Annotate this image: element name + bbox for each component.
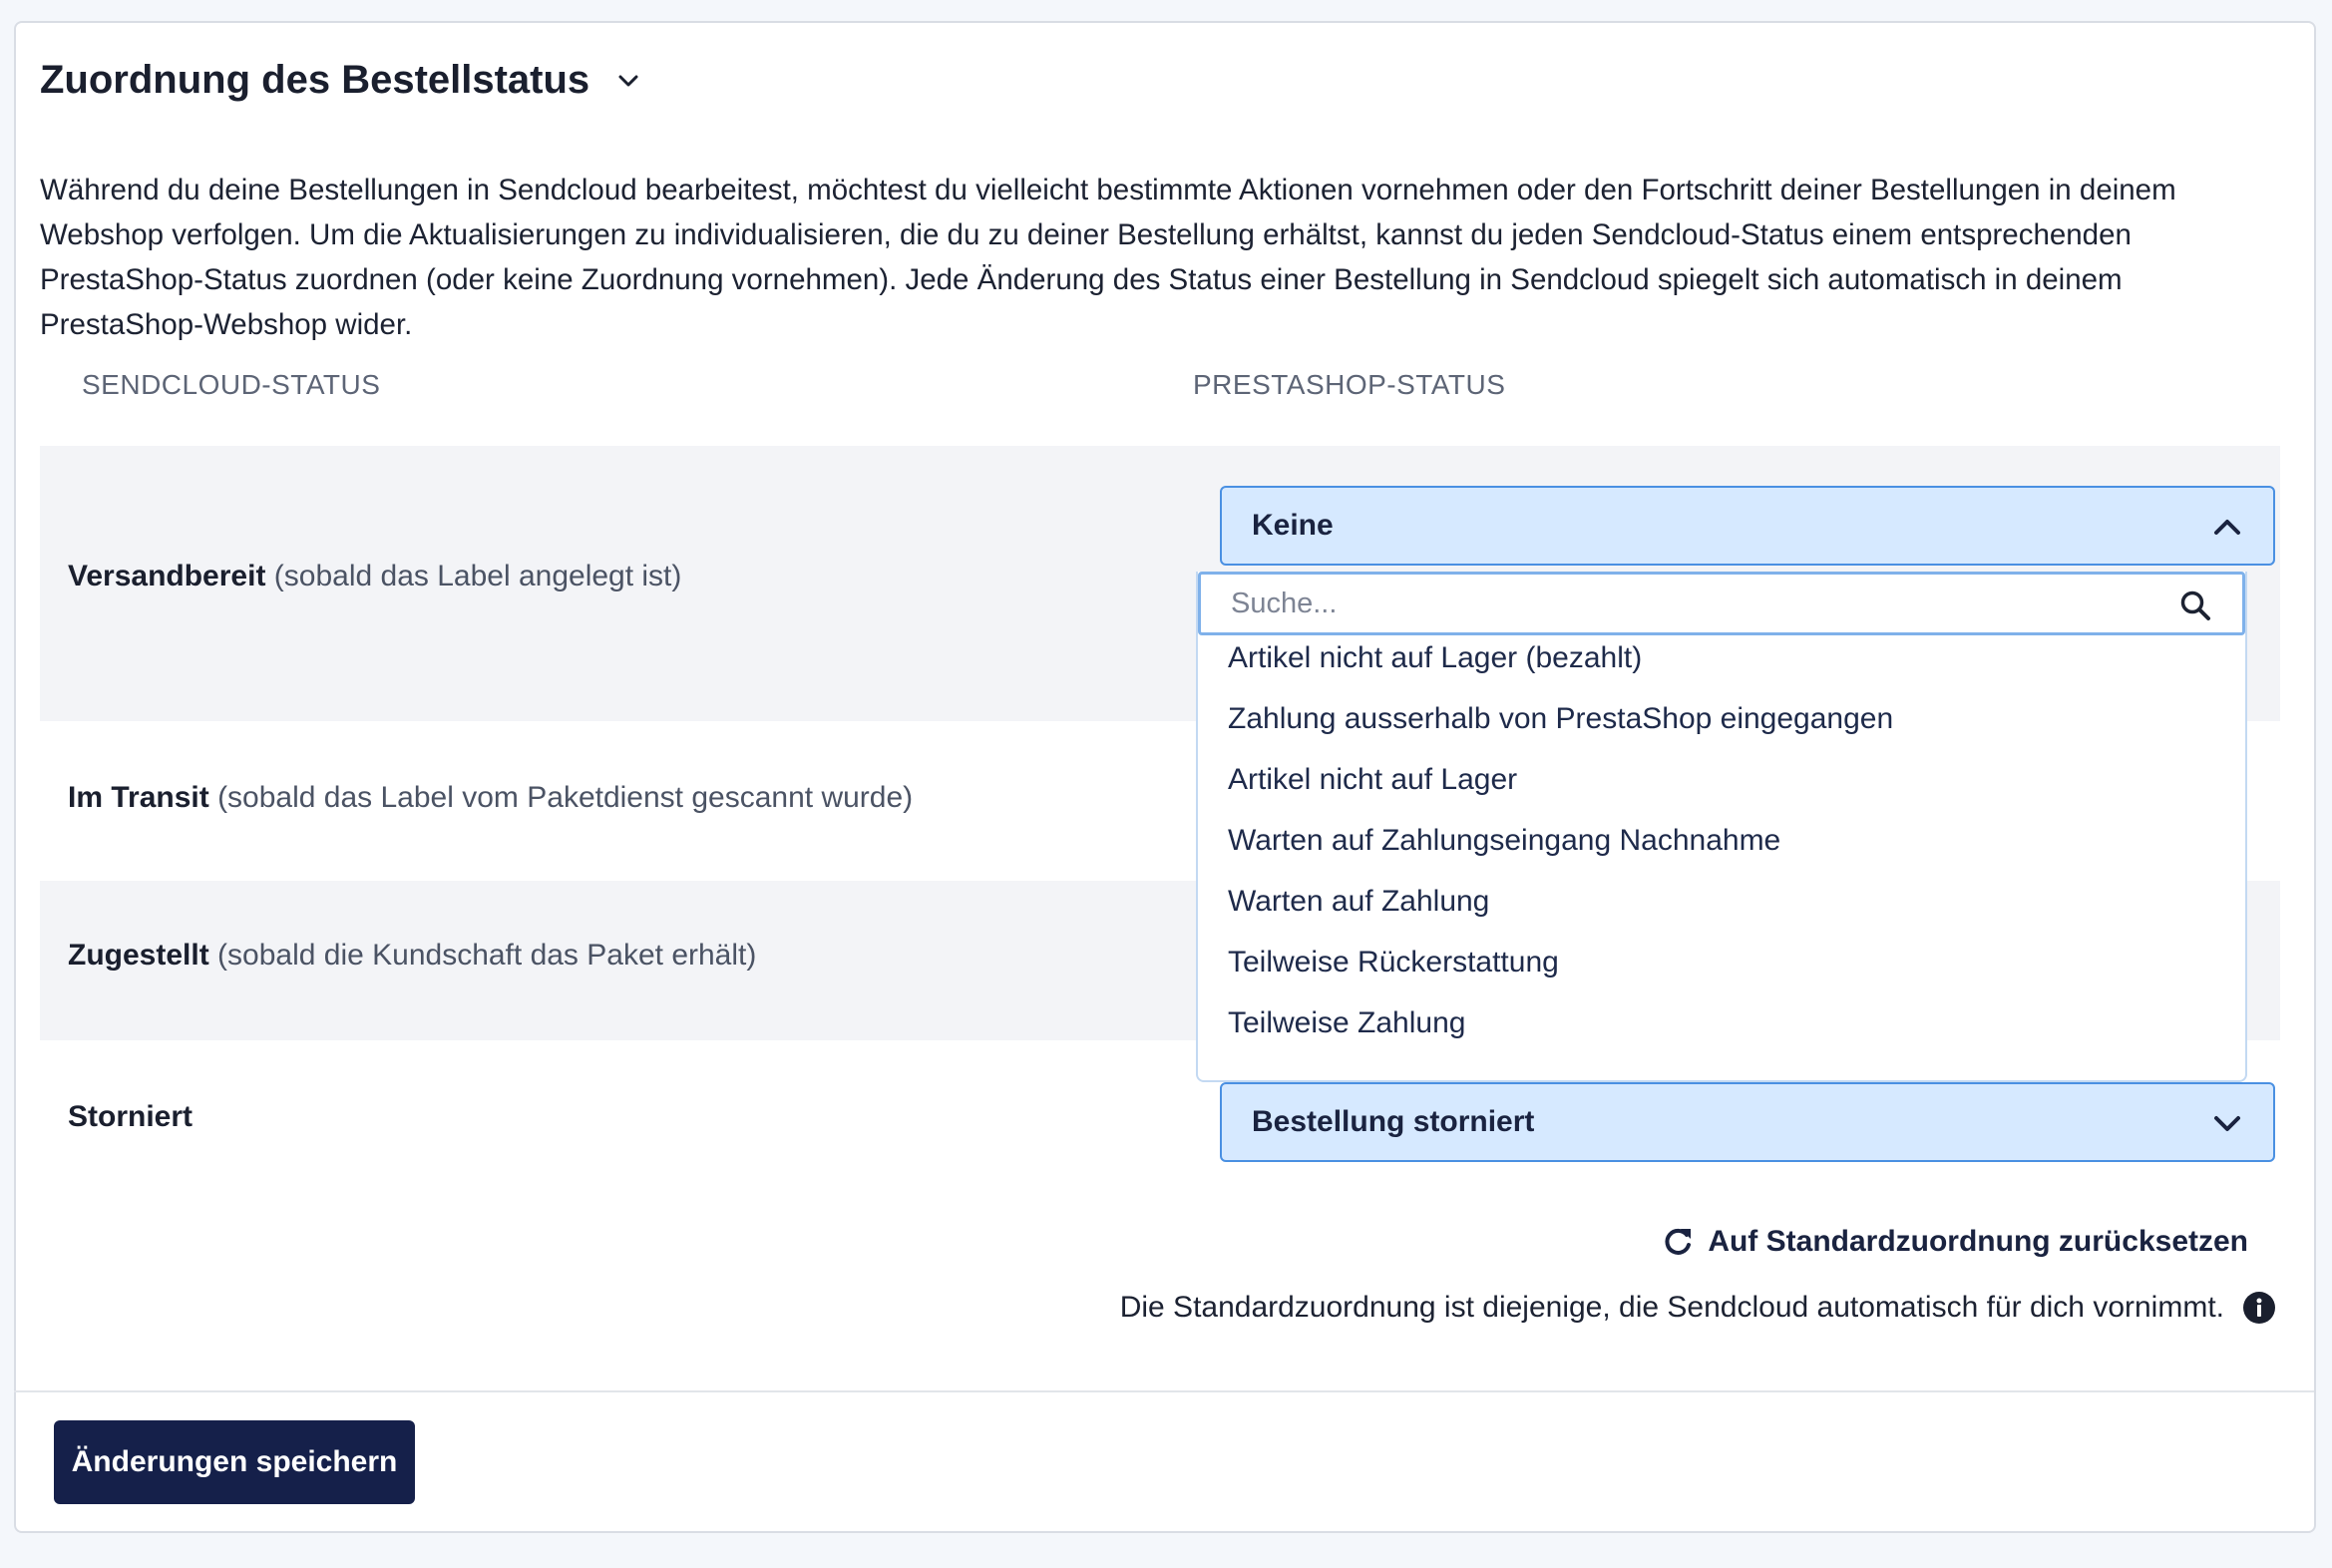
dropdown-option[interactable]: Warten auf Zahlungseingang Nachnahme (1228, 824, 1781, 857)
dropdown-options-list[interactable] (1198, 627, 2245, 1053)
status-hint: (sobald die Kundschaft das Paket erhält) (217, 939, 757, 972)
default-mapping-info (1120, 1291, 2276, 1325)
dropdown-option[interactable]: Zahlung ausserhalb von PrestaShop eingegangen (1228, 702, 1894, 735)
dropdown-option[interactable]: Artikel nicht auf Lager (1228, 763, 1518, 796)
dropdown-search (1198, 572, 2245, 635)
dropdown-option[interactable]: Teilweise Zahlung (1228, 1006, 1466, 1039)
dropdown-option[interactable]: Warten auf Zahlung (1228, 885, 1490, 918)
row-label (68, 1100, 193, 1134)
info-icon[interactable] (2242, 1291, 2276, 1325)
info-text: Die Standardzuordnung ist diejenige, die Sendcloud automatisch für dich vornimmt. (1119, 1291, 2224, 1324)
status-name: Im Transit (68, 781, 209, 814)
row-label (68, 560, 681, 593)
chevron-up-icon[interactable] (2211, 513, 2243, 541)
status-name: Versandbereit (68, 560, 266, 592)
status-name: Zugestellt (68, 939, 209, 972)
search-input[interactable] (1229, 587, 2131, 621)
status-name: Storniert (68, 1100, 194, 1133)
status-hint: (sobald das Label vom Paketdienst gescannt wurde) (217, 781, 914, 814)
chevron-down-icon[interactable] (2211, 1109, 2243, 1137)
dropdown-option[interactable]: Teilweise Rückerstattung (1228, 946, 1559, 979)
footer-divider (14, 1390, 2314, 1392)
save-changes-button[interactable]: Änderungen speichern (54, 1420, 415, 1504)
status-hint: (sobald das Label angelegt ist) (273, 560, 682, 592)
reset-label: Auf Standardzuordnung zurücksetzen (1708, 1225, 2248, 1258)
prestashop-status-select[interactable] (1220, 1082, 2275, 1162)
chevron-down-icon[interactable] (615, 68, 641, 94)
refresh-icon (1662, 1226, 1694, 1258)
dropdown-option[interactable]: Artikel nicht auf Lager (bezahlt) (1228, 641, 1643, 674)
status-dropdown-menu (1196, 572, 2247, 1082)
column-header-sendcloud: SENDCLOUD-STATUS (82, 369, 381, 400)
section-header[interactable] (40, 58, 641, 103)
selected-value: Keine (1252, 509, 1334, 542)
prestashop-status-select[interactable] (1220, 486, 2275, 566)
row-label (68, 781, 913, 815)
search-icon (2178, 588, 2212, 622)
section-title: Zuordnung des Bestellstatus (40, 58, 590, 102)
section-description: Während du deine Bestellungen in Sendcloud bearbeitest, möchtest du vielleicht bestimmte Aktionen vornehmen oder den Fortschritt deiner Bestellungen in deinem Webshop verfolgen. Um die Aktualisierungen zu individualisieren, die du zu deiner Bestellung erhältst, kannst du jeden Sendcloud-Status einem entsprechenden PrestaShop-Status zuordnen (oder keine Zuordnung vornehmen). Jede Änderung des Status einer Bestellung in Sendcloud spiegelt sich automatisch in deinem PrestaShop-Webshop wider. (40, 174, 2176, 341)
row-label (68, 939, 756, 973)
column-header-prestashop: PRESTASHOP-STATUS (1193, 369, 1506, 400)
selected-value: Bestellung storniert (1252, 1105, 1535, 1138)
reset-default-mapping-link[interactable] (1662, 1225, 2248, 1259)
